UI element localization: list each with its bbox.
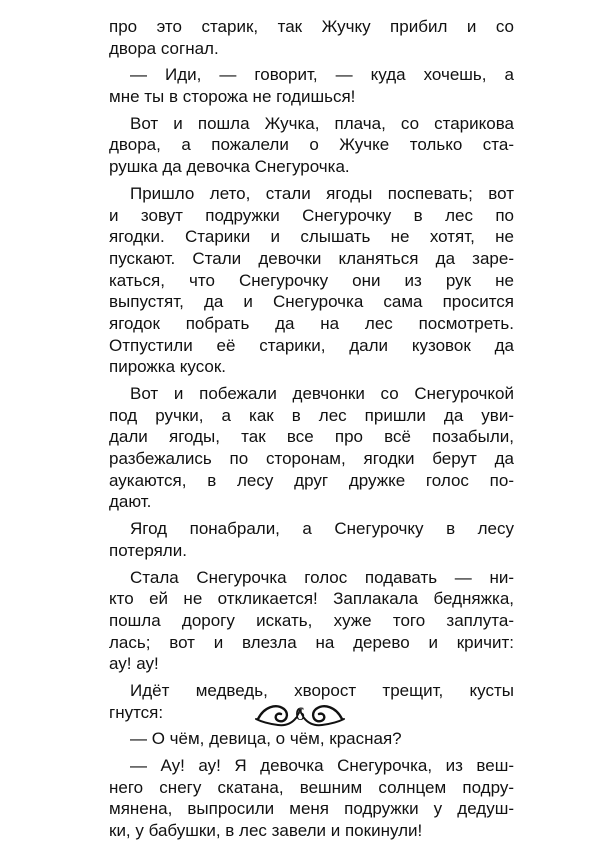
text-line: и зовут подружки Снегурочку в лес по <box>109 205 514 225</box>
text-line: пошла дорогу искать, хуже того заплута- <box>109 610 514 630</box>
text-line: Пришло лето, стали ягоды поспевать; вот <box>130 183 514 203</box>
text-line: дают. <box>109 492 152 512</box>
text-line: Ягод понабрали, а Снегурочку в лесу <box>130 519 514 539</box>
paragraph <box>109 64 514 107</box>
text-line: кто ей не откликается! Заплакала бедняжка, <box>109 589 514 609</box>
text-line: Отпустили её старики, дали кузовок да <box>109 335 514 355</box>
text-line: выпустят, да и Снегурочка сама просится <box>109 292 514 312</box>
text-line: ягодки. Старики и слышать не хотят, не <box>109 227 514 247</box>
text-line: потеряли. <box>109 540 187 560</box>
paragraph <box>109 755 514 842</box>
text-line: под ручки, а как в лес пришли да уви- <box>109 405 514 425</box>
text-line: ки, у бабушки, в лес завели и покинули! <box>109 821 423 841</box>
text-line: Стала Снегурочка голос подавать — ни- <box>130 567 514 587</box>
text-line: дали ягоды, так все про всё позабыли, <box>109 427 514 447</box>
page-number: 6 <box>295 704 305 725</box>
paragraph <box>109 567 514 675</box>
text-line: двора согнал. <box>109 38 219 58</box>
text-line: лась; вот и влезла на дерево и кричит: <box>109 632 514 652</box>
text-line: ау! ау! <box>109 654 159 674</box>
paragraph <box>109 518 514 561</box>
paragraph <box>109 113 514 178</box>
text-line: гнутся: <box>109 702 164 722</box>
paragraph <box>109 16 514 59</box>
text-line: двора, а пожалели о Жучке только ста- <box>109 135 514 155</box>
text-line: Вот и побежали девчонки со Снегурочкой <box>130 384 514 403</box>
text-line: — Иди, — говорит, — куда хочешь, а <box>130 65 514 85</box>
text-line: Идёт медведь, хворост трещит, кусты <box>130 680 514 700</box>
text-line: пускают. Стали девочки кланяться да заре- <box>109 248 514 268</box>
text-line: ягодок побрать да на лес посмотреть. <box>109 313 514 333</box>
paragraph <box>109 183 514 378</box>
page-footer <box>0 697 600 737</box>
text-line: про это старик, так Жучку прибил и со <box>109 17 514 36</box>
paragraph <box>109 383 514 513</box>
text-line: мне ты в сторожа не годишься! <box>109 87 356 107</box>
text-line: мянена, выпросили меня подружки у дедуш- <box>109 799 514 819</box>
text-line: разбежались по сторонам, ягодки берут да <box>109 449 514 469</box>
text-line: пирожка кусок. <box>109 357 227 377</box>
text-line: рушка да девочка Снегурочка. <box>109 157 350 177</box>
text-line: аукаются, в лесу друг дружке голос по- <box>109 470 514 490</box>
text-line: Вот и пошла Жучка, плача, со старикова <box>130 113 514 133</box>
text-line: — О чём, девица, о чём, красная? <box>130 729 402 749</box>
text-line: каться, что Снегурочку они из рук не <box>109 270 514 290</box>
text-line: — Ау! ау! Я девочка Снегурочка, из веш- <box>130 756 514 775</box>
text-line: него снегу скатана, вешним солнцем подру- <box>109 777 514 797</box>
